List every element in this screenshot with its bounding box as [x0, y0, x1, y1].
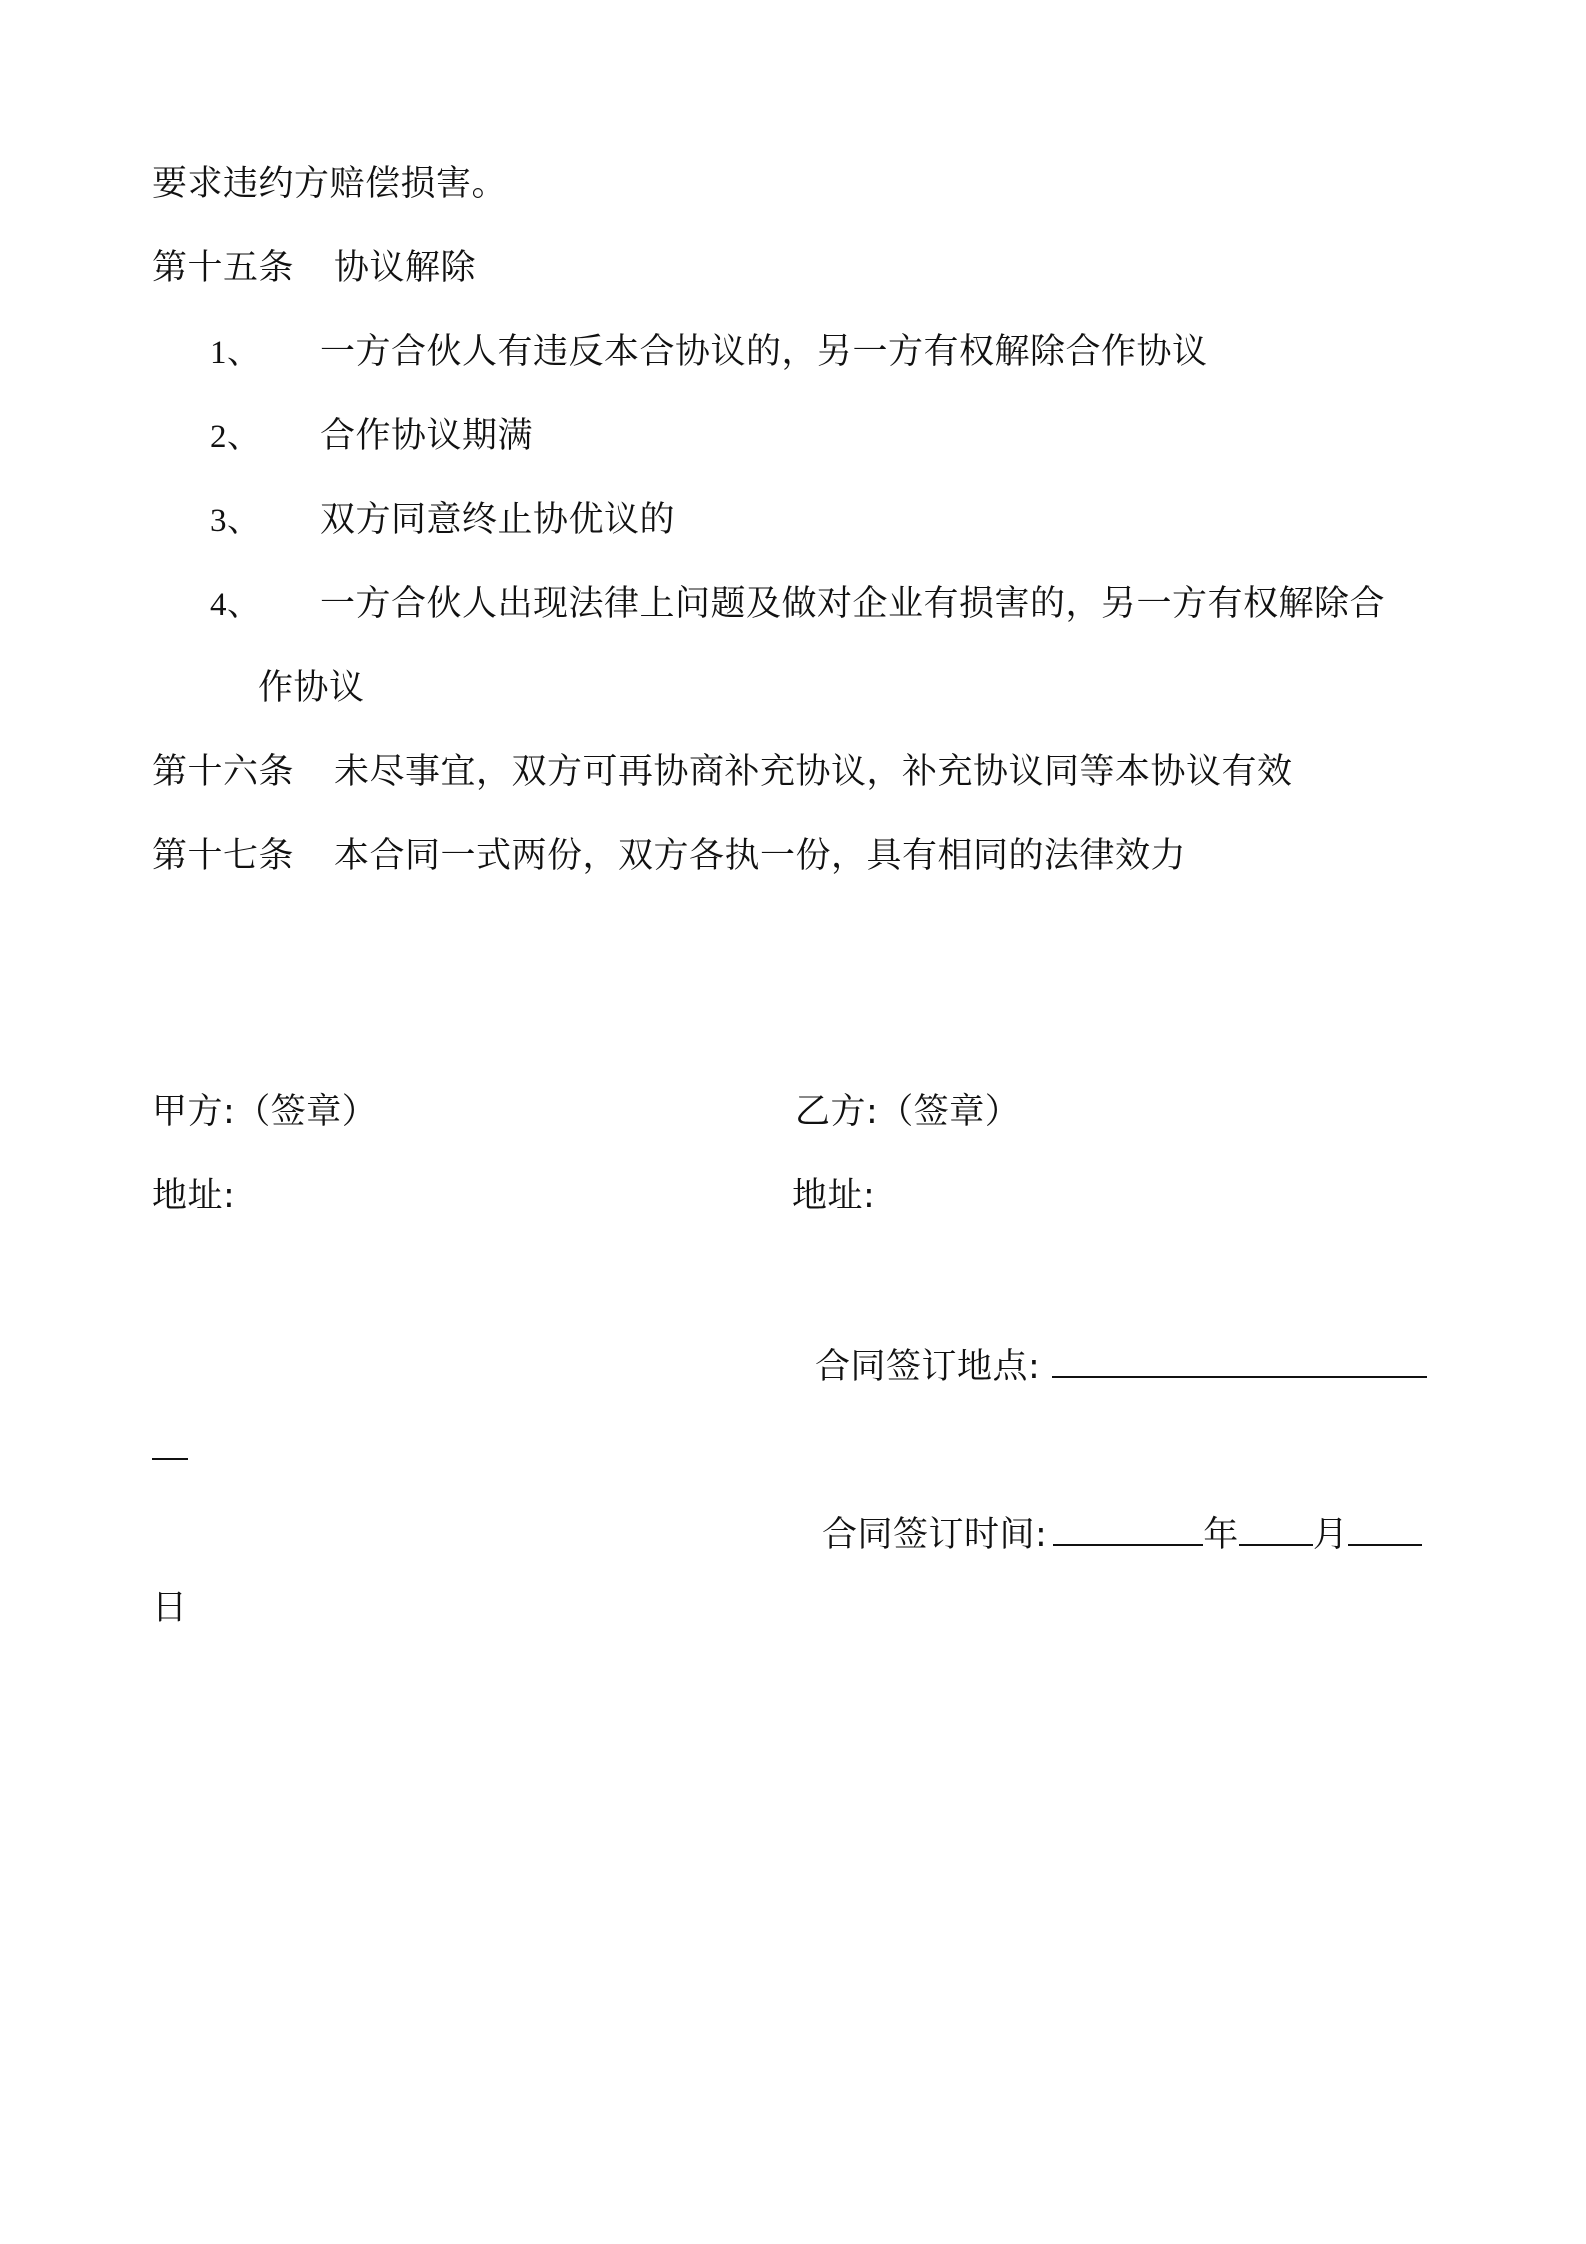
article-16-text: 未尽事宜，双方可再协商补充协议，补充协议同等本协议有效 [334, 752, 1293, 792]
article-16-title: 第十六条 [152, 752, 295, 792]
party-b-signature: 乙方:（签章） [795, 1092, 1021, 1132]
signing-place-blank-wrap [152, 1458, 188, 1460]
article-17-text: 本合同一式两份，双方各执一份，具有相同的法律效力 [334, 836, 1187, 876]
item-1-number: 1、 [210, 335, 261, 371]
article-17 [152, 834, 1186, 878]
party-b-address: 地址: [792, 1176, 876, 1216]
continuation-text: 要求违约方赔偿损害。 [152, 164, 508, 204]
party-a-address: 地址: [152, 1176, 236, 1216]
signing-place-blank[interactable] [1052, 1340, 1427, 1378]
item-4-number: 4、 [210, 587, 261, 623]
item-2-number: 2、 [210, 419, 261, 455]
signing-time-label: 合同签订时间: [822, 1515, 1048, 1555]
article-15-item-4-continued: 作协议 [258, 668, 365, 708]
item-3-number: 3、 [210, 503, 261, 539]
signing-place-label: 合同签订地点: [815, 1347, 1041, 1387]
article-15-item-2 [210, 414, 261, 459]
day-label: 日 [152, 1588, 188, 1628]
year-label: 年 [1203, 1515, 1239, 1555]
article-16 [152, 750, 1293, 794]
month-label: 月 [1312, 1515, 1349, 1555]
month-blank[interactable] [1239, 1508, 1313, 1546]
year-blank[interactable] [1053, 1508, 1203, 1546]
article-15-item-4-text: 一方合伙人出现法律上问题及做对企业有损害的，另一方有权解除合 [320, 584, 1386, 624]
article-15-title: 第十五条 [152, 248, 295, 288]
day-blank[interactable] [1348, 1508, 1422, 1546]
article-15-item-1 [210, 330, 261, 375]
signing-place [815, 1340, 1427, 1389]
article-15-item-3 [210, 498, 261, 543]
article-15-item-1-text: 一方合伙人有违反本合协议的，另一方有权解除合作协议 [320, 332, 1208, 372]
article-17-title: 第十七条 [152, 836, 295, 876]
signing-time [822, 1508, 1422, 1557]
article-15-subject: 协议解除 [334, 248, 477, 288]
article-15-heading [152, 246, 476, 290]
article-15-item-3-text: 双方同意终止协优议的 [320, 500, 676, 540]
article-15-item-4 [210, 582, 261, 627]
article-15-item-2-text: 合作协议期满 [320, 416, 534, 456]
party-a-signature: 甲方:（签章） [152, 1092, 378, 1132]
